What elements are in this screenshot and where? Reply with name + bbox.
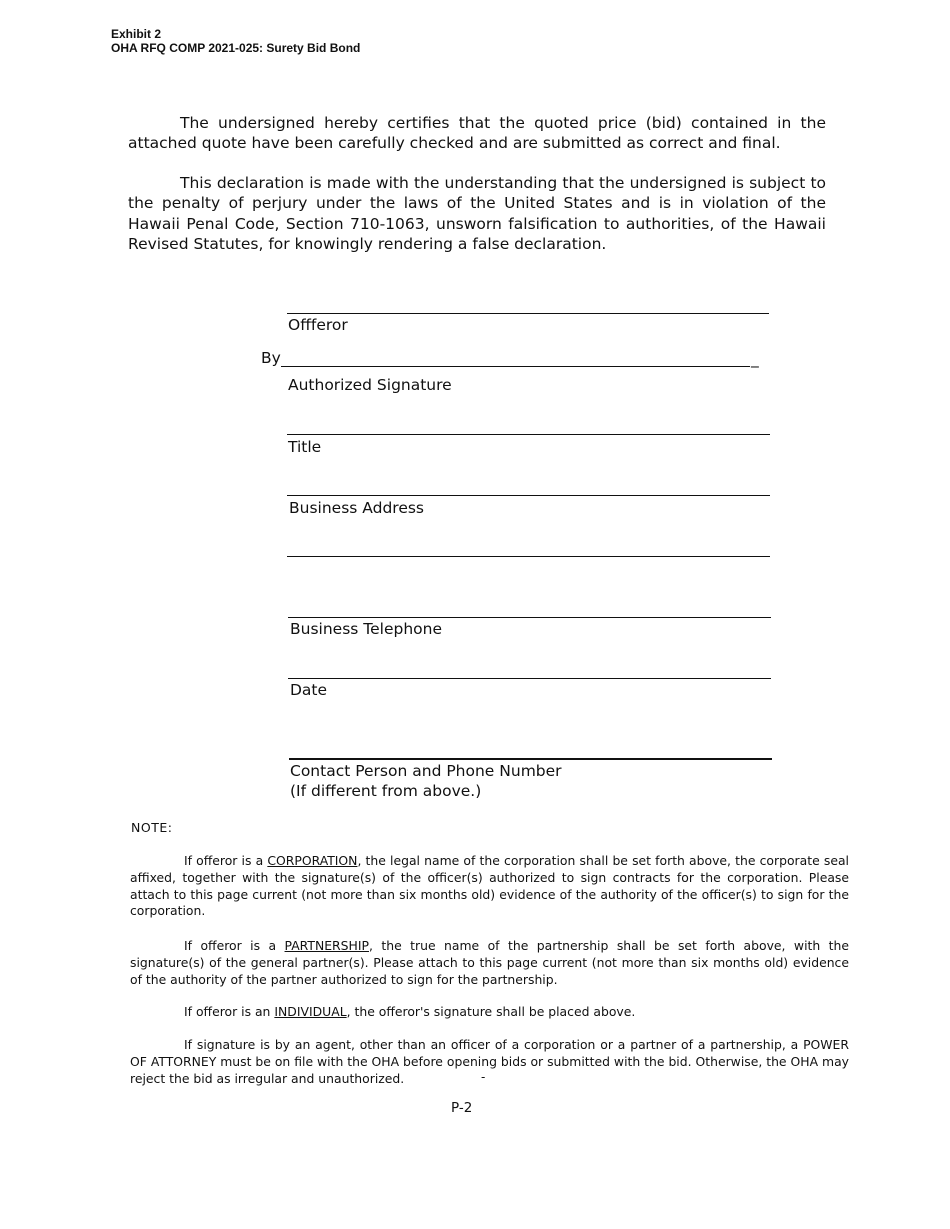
- offeror-label: Offferor: [288, 316, 348, 334]
- date-label: Date: [290, 681, 328, 699]
- corporation-term: CORPORATION: [267, 853, 358, 868]
- note-text: , the offeror's signature shall be placed above.: [346, 1004, 636, 1019]
- signature-line-tail: _: [751, 350, 759, 368]
- document-title: OHA RFQ COMP 2021-025: Surety Bid Bond: [111, 41, 361, 55]
- note-individual: [130, 1004, 849, 1021]
- contact-person-text: Contact Person and Phone Number: [290, 762, 562, 780]
- page-number: P-2: [451, 1100, 473, 1116]
- business-address-line: [287, 495, 770, 496]
- note-heading: NOTE:: [131, 820, 173, 835]
- note-text: , the true name of the partnership shall be set forth above, with the signature(s) of the general partner(s). Please attach to this page current (not more than six months old) evidence of the authority of the partner authorized to sign for the partnership.: [130, 938, 850, 987]
- contact-person-subtext: (If different from above.): [290, 782, 482, 800]
- note-agent: [130, 1037, 849, 1087]
- business-telephone-label: Business Telephone: [290, 620, 442, 638]
- contact-person-label: [290, 761, 562, 801]
- signature-line: [281, 366, 750, 367]
- note-text: , the legal name of the corporation shall be set forth above, the corporate seal affixed, together with the signature(s) of the officer(s) authorized to sign contracts for the corporation. Please attach to this page current (not more than six months old) evidence of the authority of the officer(s) to sign for the corporation.: [130, 853, 849, 919]
- business-address-label: Business Address: [289, 499, 425, 517]
- certification-paragraph: [128, 113, 826, 154]
- title-label: Title: [288, 438, 322, 456]
- title-line: [287, 434, 770, 435]
- authorized-signature-label: Authorized Signature: [288, 376, 452, 394]
- note-partnership: [130, 938, 849, 988]
- stray-mark: -: [481, 1070, 486, 1084]
- note-text: If offeror is an: [184, 1004, 275, 1019]
- individual-term: INDIVIDUAL: [274, 1004, 347, 1019]
- declaration-paragraph: [128, 173, 826, 254]
- document-header: [111, 27, 360, 55]
- note-text: If offeror is a: [184, 853, 268, 868]
- date-line: [288, 678, 771, 679]
- note-text: If signature is by an agent, other than an officer of a corporation or a partner of a partnership, a POWER OF ATTORNEY must be on file with the OHA before opening bids or submitted with the bid. Otherwise, the OHA may reject the bid as irregular and unauthorized.: [130, 1037, 849, 1086]
- by-label: By: [261, 349, 281, 367]
- contact-person-line: [289, 758, 772, 760]
- declaration-text: This declaration is made with the understanding that the undersigned is subject to the penalty of perjury under the laws of the United States and is in violation of the Hawaii Penal Code, Section 710-1063, unsworn falsification to authorities, of the Hawaii Revised Statutes, for knowingly rendering a false declaration.: [128, 174, 826, 253]
- business-telephone-line: [288, 617, 771, 618]
- partnership-term: PARTNERSHIP: [284, 938, 369, 953]
- note-corporation: [130, 853, 849, 920]
- certification-text: The undersigned hereby certifies that the quoted price (bid) contained in the attached quote have been carefully checked and are submitted as correct and final.: [128, 114, 826, 153]
- offeror-line: [287, 313, 769, 314]
- note-text: If offeror is a: [184, 938, 285, 953]
- business-address-line-2: [287, 556, 770, 557]
- exhibit-label: Exhibit 2: [111, 27, 162, 41]
